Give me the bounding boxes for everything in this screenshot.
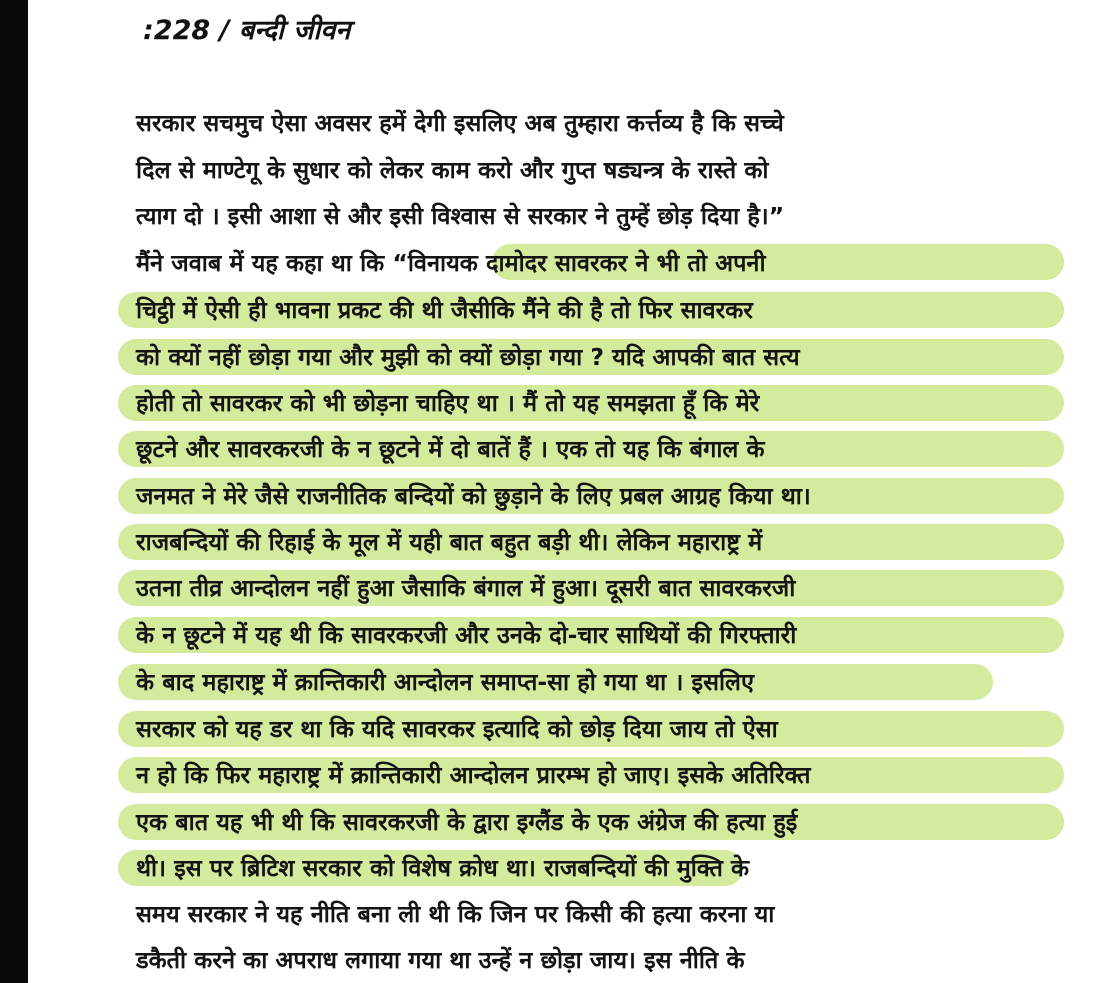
- text-line: सरकार सचमुच ऐसा अवसर हमें देगी इसलिए अब तुम्हारा कर्त्तव्य है कि सच्चे: [136, 109, 784, 137]
- text-line: थी। इस पर ब्रिटिश सरकार को विशेष क्रोध था। राजबन्दियों की मुक्ति के: [136, 854, 750, 882]
- text-line: छूटने और सावरकरजी के न छूटने में दो बातें हैं । एक तो यह कि बंगाल के: [136, 435, 765, 463]
- text-line: मैंने जवाब में यह कहा था कि “विनायक दामोदर सावरकर ने भी तो अपनी: [136, 249, 766, 277]
- text-line: के बाद महाराष्ट्र में क्रान्तिकारी आन्दोलन समाप्त-सा हो गया था । इसलिए: [136, 668, 754, 696]
- text-line: सरकार को यह डर था कि यदि सावरकर इत्यादि को छोड़ दिया जाय तो ऐसा: [136, 715, 778, 743]
- text-line: डकैती करने का अपराध लगाया गया था उन्हें न छोड़ा जाय। इस नीति के: [136, 946, 745, 974]
- page-header: :228 / बन्दी जीवन: [143, 15, 351, 46]
- text-line: समय सरकार ने यह नीति बना ली थी कि जिन पर किसी की हत्या करना या: [136, 900, 775, 928]
- text-line: राजबन्दियों की रिहाई के मूल में यही बात बहुत बड़ी थी। लेकिन महाराष्ट्र में: [136, 528, 763, 556]
- text-line: उतना तीव्र आन्दोलन नहीं हुआ जैसाकि बंगाल में हुआ। दूसरी बात सावरकरजी: [136, 574, 796, 602]
- text-line: होती तो सावरकर को भी छोड़ना चाहिए था । मैं तो यह समझता हूँ कि मेरे: [136, 389, 760, 417]
- text-line: न हो कि फिर महाराष्ट्र में क्रान्तिकारी आन्दोलन प्रारम्भ हो जाए। इसके अतिरिक्त: [136, 761, 811, 789]
- text-line: त्याग दो । इसी आशा से और इसी विश्वास से सरकार ने तुम्हें छोड़ दिया है।”: [136, 202, 785, 230]
- scan-edge-shadow: [0, 0, 28, 983]
- text-line: चिट्ठी में ऐसी ही भावना प्रकट की थी जैसीकि मैंने की है तो फिर सावरकर: [136, 296, 753, 324]
- text-line: के न छूटने में यह थी कि सावरकरजी और उनके दो-चार साथियों की गिरफ्तारी: [136, 621, 797, 649]
- text-line: जनमत ने मेरे जैसे राजनीतिक बन्दियों को छुड़ाने के लिए प्रबल आग्रह किया था।: [136, 482, 811, 510]
- text-line: दिल से माण्टेगू के सुधार को लेकर काम करो और गुप्त षड्यन्त्र के रास्ते को: [136, 156, 769, 184]
- text-line: को क्यों नहीं छोड़ा गया और मुझी को क्यों छोड़ा गया ? यदि आपकी बात सत्य: [136, 343, 800, 371]
- text-line: एक बात यह भी थी कि सावरकरजी के द्वारा इग्लैंड के एक अंग्रेज की हत्या हुई: [136, 808, 798, 836]
